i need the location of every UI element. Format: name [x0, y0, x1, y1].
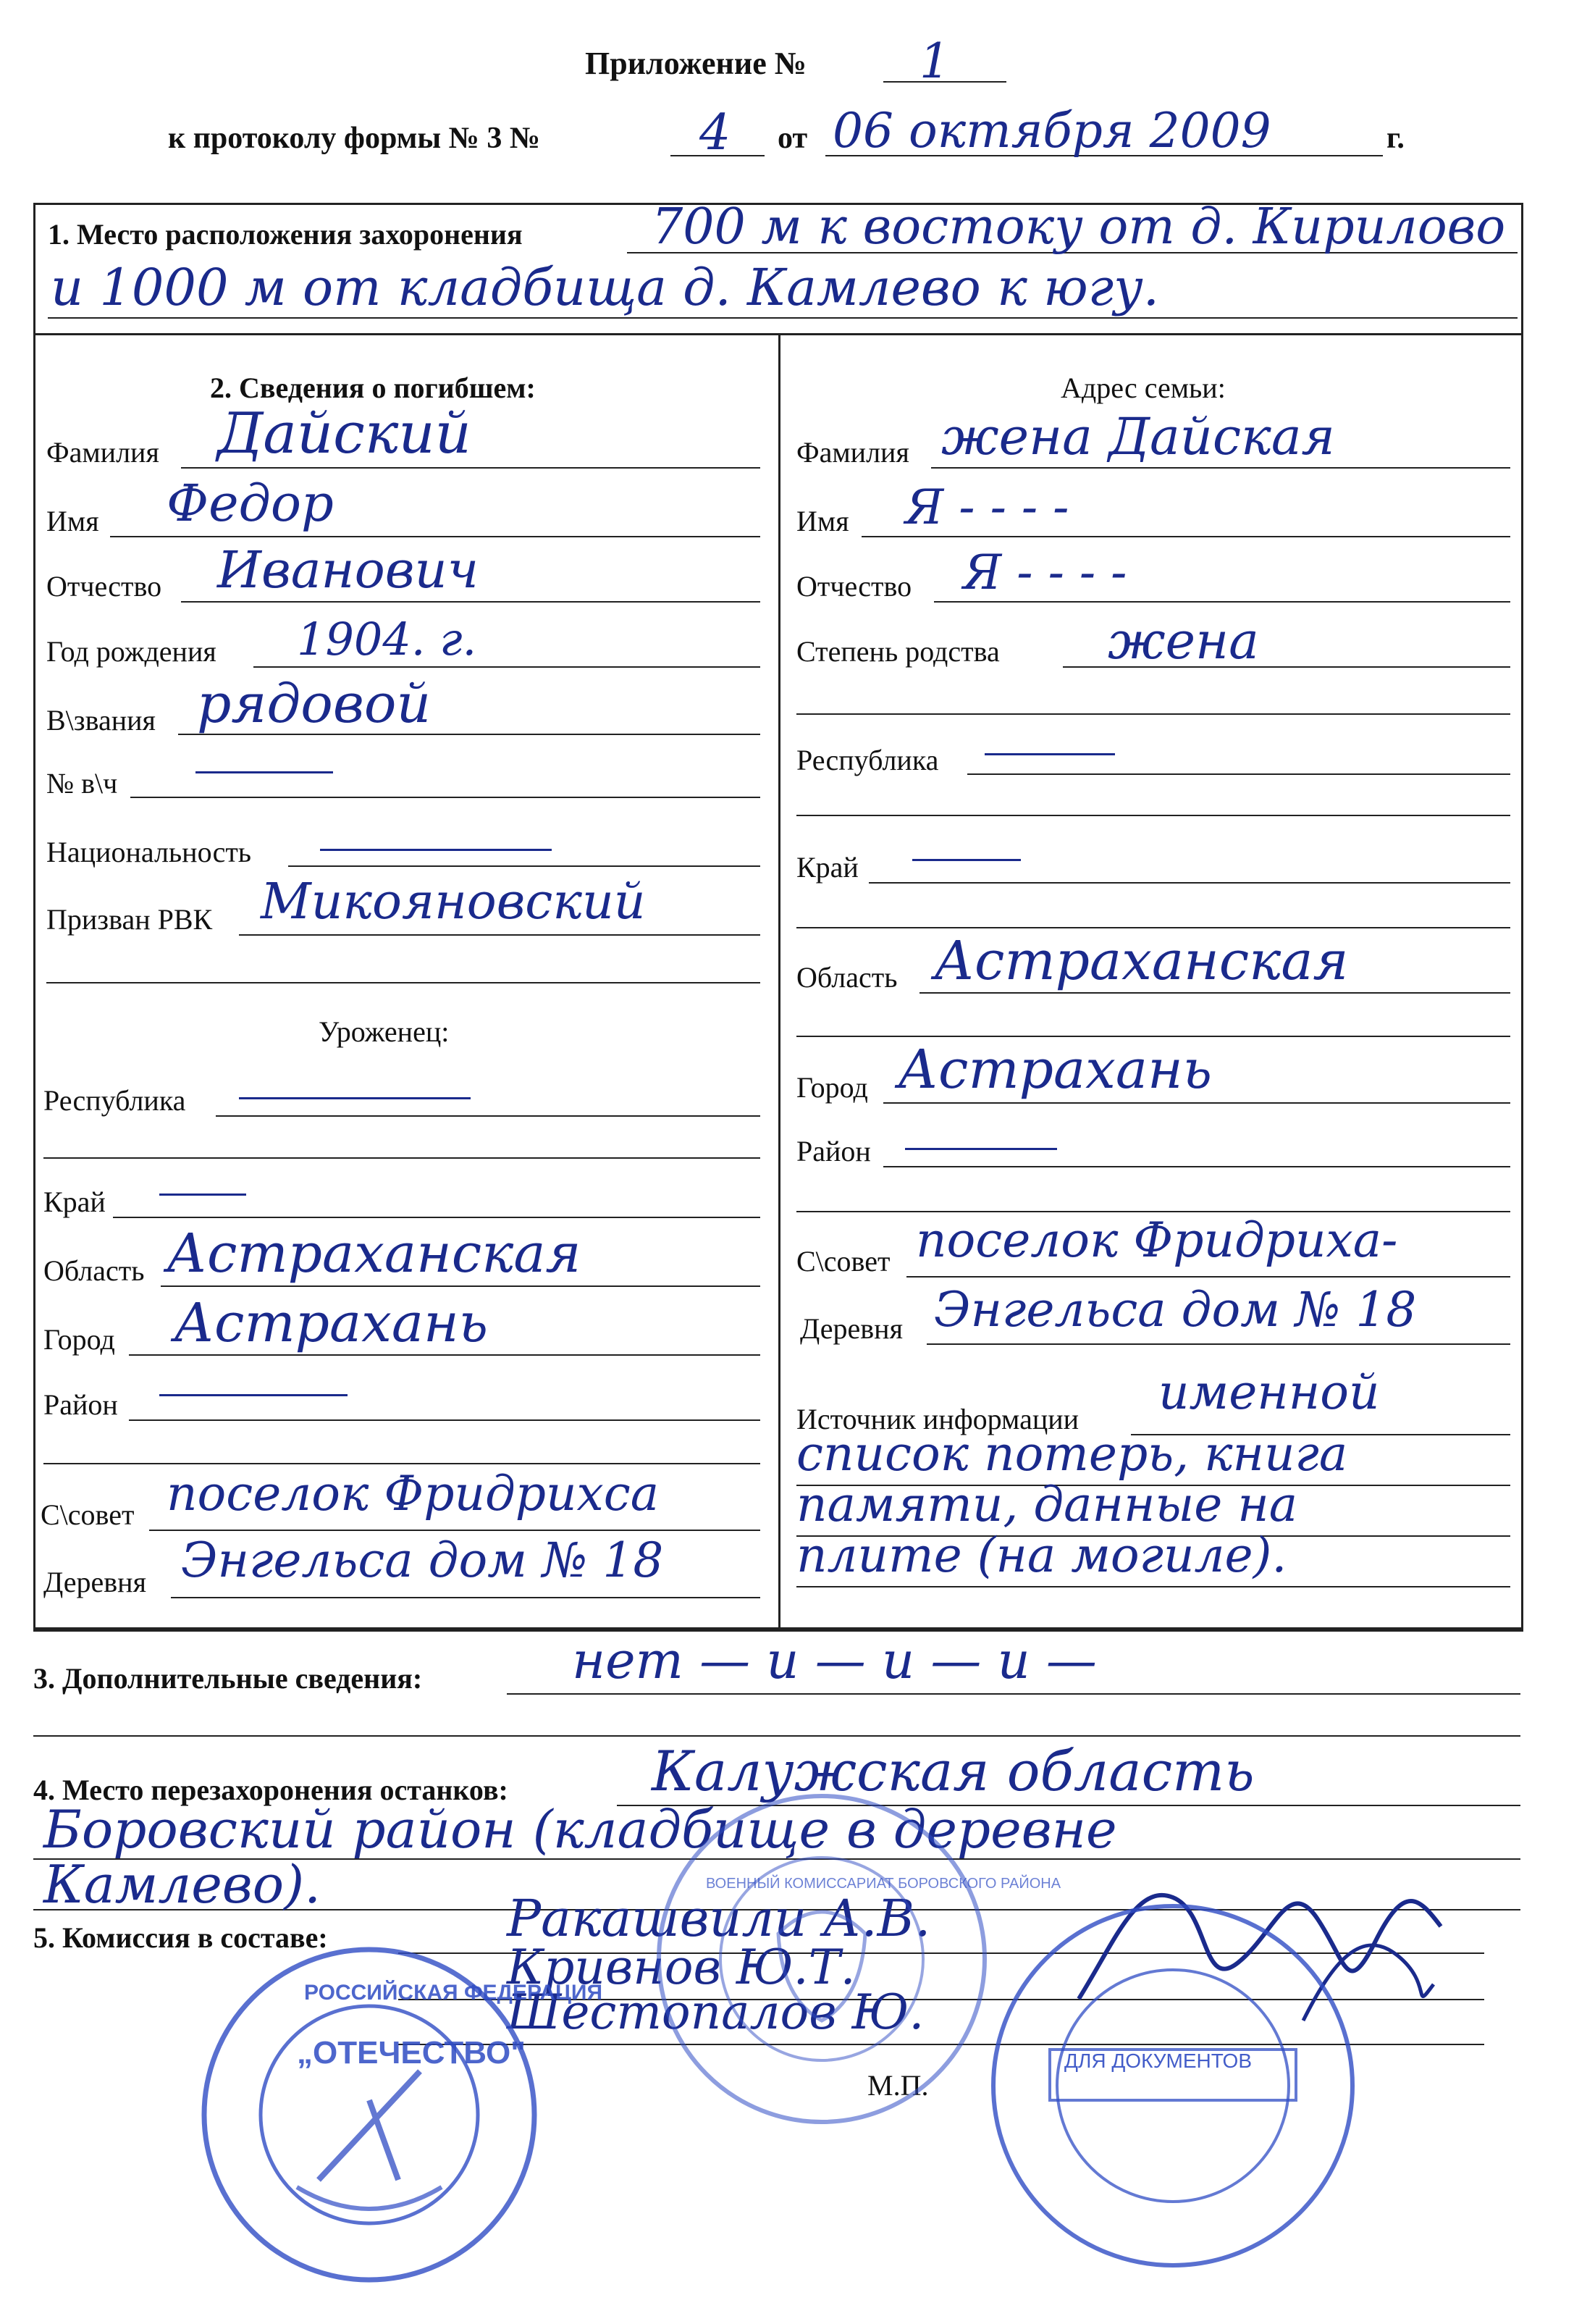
family-source-4: плите (на могиле).: [796, 1527, 1287, 1583]
deceased-rank-label: В\звания: [46, 704, 156, 737]
family-name-label: Имя: [796, 505, 849, 537]
reburial-line2: Боровский район (кладбище в деревне: [43, 1799, 1117, 1860]
deceased-surname: Дайский: [217, 401, 471, 466]
family-oblast-label: Область: [796, 961, 898, 994]
protocol-date: 06 октября 2009: [833, 103, 1271, 159]
column-divider: [778, 333, 780, 1629]
family-surname: жена Дайская: [941, 407, 1335, 466]
native-village-label: Деревня: [43, 1566, 146, 1598]
native-ssovet: поселок Фридрихса: [167, 1466, 660, 1522]
deceased-nationality-label: Национальность: [46, 836, 252, 868]
deceased-birth-label: Год рождения: [46, 635, 216, 668]
stamp-district-administration: [985, 1897, 1361, 2274]
from-label: от: [778, 122, 808, 155]
stamp-left-name: „ОТЕЧЕСТВО": [297, 2035, 526, 2071]
reburial-label: 4. Место перезахоронения останков:: [33, 1774, 508, 1806]
burial-location-label: 1. Место расположения захоронения: [48, 218, 523, 251]
commission-member-3: Шестопалов Ю.: [507, 1984, 925, 2040]
reburial-line3: Камлево).: [43, 1854, 321, 1915]
family-relation: жена: [1108, 611, 1259, 671]
year-suffix: г.: [1386, 122, 1405, 155]
native-district-label: Район: [43, 1388, 118, 1421]
stamp-right-inner: ДЛЯ ДОКУМЕНТОВ: [1064, 2050, 1253, 2072]
deceased-rank: рядовой: [197, 673, 432, 735]
stamp-center-text: ВОЕННЫЙ КОМИССАРИАТ БОРОВСКОГО РАЙОНА: [706, 1876, 1061, 1892]
family-city: Астрахань: [898, 1039, 1213, 1101]
protocol-prefix: к протоколу формы № 3 №: [168, 122, 541, 155]
additional-info-value: нет — и — и — и —: [572, 1631, 1097, 1690]
deceased-name: Федор: [167, 474, 334, 533]
deceased-birth: 1904. г.: [297, 613, 477, 666]
protocol-number: 4: [699, 104, 731, 161]
family-source-2: список потерь, книга: [796, 1426, 1348, 1482]
native-republic-label: Республика: [43, 1084, 186, 1117]
native-oblast: Астраханская: [167, 1222, 581, 1285]
native-village: Энгельса дом № 18: [181, 1532, 664, 1588]
family-patronymic-label: Отчество: [796, 570, 912, 603]
family-ssovet: поселок Фридриха-: [916, 1212, 1398, 1268]
family-krai-label: Край: [796, 851, 859, 884]
stamp-military-commissariat: [652, 1789, 992, 2129]
appendix-title: [585, 48, 807, 80]
family-republic-label: Республика: [796, 744, 939, 776]
burial-location-line1: 700 м к востоку от д. Кирилово: [652, 198, 1506, 256]
native-oblast-label: Область: [43, 1254, 145, 1287]
deceased-patronymic-label: Отчество: [46, 570, 162, 603]
family-village-label: Деревня: [800, 1312, 903, 1345]
seal-place-label: М.П.: [867, 2069, 929, 2102]
family-ssovet-label: С\совет: [796, 1245, 891, 1278]
family-source-3: памяти, данные на: [796, 1477, 1298, 1532]
family-source-1: именной: [1158, 1364, 1380, 1420]
family-city-label: Город: [796, 1071, 868, 1104]
family-relation-label: Степень родства: [796, 635, 1000, 668]
deceased-heading: 2. Сведения о погибшем:: [210, 372, 536, 404]
deceased-surname-label: Фамилия: [46, 436, 159, 469]
native-heading: Уроженец:: [319, 1015, 450, 1048]
stamp-left-top-text: РОССИЙСКАЯ ФЕДЕРАЦИЯ: [304, 1981, 603, 2005]
family-patronymic: Я - - - -: [963, 545, 1127, 600]
family-oblast: Астраханская: [934, 930, 1349, 992]
appendix-number: 1: [919, 33, 950, 89]
family-surname-label: Фамилия: [796, 436, 909, 469]
additional-info-label: 3. Дополнительные сведения:: [33, 1662, 423, 1695]
deceased-name-label: Имя: [46, 505, 99, 537]
appendix-label: Приложение №: [585, 46, 807, 81]
commission-member-1: Ракашвили А.В.: [507, 1889, 931, 1948]
deceased-rvk-label: Призван РВК: [46, 903, 213, 936]
native-city-label: Город: [43, 1323, 115, 1356]
deceased-rvk: Микояновский: [261, 873, 646, 931]
family-village: Энгельса дом № 18: [934, 1282, 1417, 1338]
commission-label: 5. Комиссия в составе:: [33, 1921, 328, 1954]
native-city: Астрахань: [174, 1292, 489, 1354]
deceased-unit-label: № в\ч: [46, 767, 118, 800]
family-source-label: Источник информации: [796, 1403, 1080, 1435]
deceased-patronymic: Иванович: [217, 540, 479, 600]
native-krai-label: Край: [43, 1186, 106, 1218]
burial-location-line2: и 1000 м от кладбища д. Камлево к югу.: [51, 258, 1159, 317]
family-district-label: Район: [796, 1135, 871, 1167]
commission-member-2: Кривнов Ю.Т.: [507, 1939, 856, 1995]
family-heading: Адрес семьи:: [1061, 372, 1226, 404]
family-name: Я - - - -: [905, 479, 1069, 535]
native-ssovet-label: С\совет: [41, 1498, 135, 1531]
reburial-line1: Калужская область: [652, 1739, 1255, 1803]
